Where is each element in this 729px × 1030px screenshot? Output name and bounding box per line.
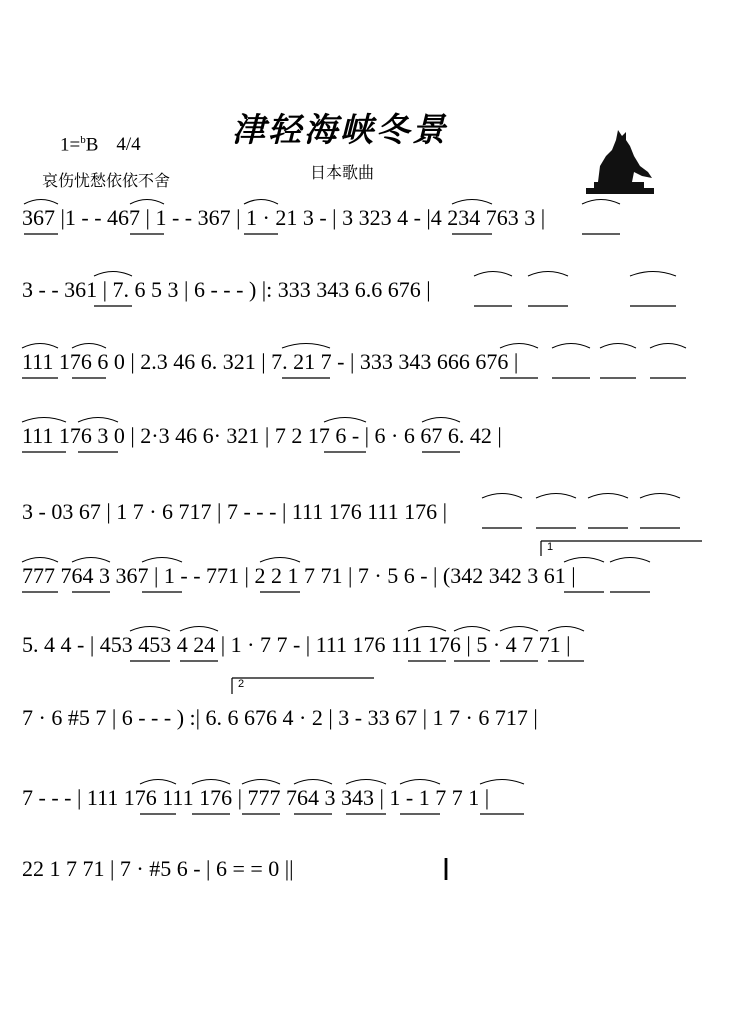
- triplet-arc: [588, 494, 628, 499]
- triplet-arc: [22, 344, 58, 349]
- triplet-arc: [22, 418, 66, 423]
- triplet-arc: [552, 344, 590, 349]
- triplet-arc: [564, 558, 604, 563]
- triplet-arc: [324, 418, 366, 423]
- triplet-arc: [610, 558, 650, 563]
- triplet-arc: [480, 780, 524, 785]
- triplet-arc: [78, 418, 118, 423]
- score-line-2: 3 - - 361 | 7. 6 5 3 | 6 - - - ) |: 333 343 6.6 676 |: [22, 277, 431, 302]
- triplet-arc: [130, 200, 164, 205]
- triplet-arc: [422, 418, 460, 423]
- triplet-arc: [94, 272, 132, 277]
- triplet-arc: [142, 558, 182, 563]
- triplet-arc: [582, 200, 620, 205]
- score-line-6: 777 764 3 367 | 1 - - 771 | 2 2 1 7 71 | 7 · 5 6 - | (342 342 3 61 |: [22, 563, 576, 588]
- score-line-9: 7 - - - | 111 176 111 176 | 777 764 3 343 | 1 - 1 7 7 1 |: [22, 785, 490, 810]
- flat-sign: b: [80, 134, 86, 146]
- triplet-arc: [24, 200, 58, 205]
- score-line-1: 367 |1 - - 467 | 1 - - 367 | 1 · 21 3 - | 3 323 4 - |4 234 763 3 |: [22, 205, 546, 230]
- volta-1-label: 1: [547, 541, 554, 553]
- triplet-arc: [640, 494, 680, 499]
- triplet-arc: [650, 344, 686, 349]
- song-origin: 日本歌曲: [310, 163, 375, 182]
- triplet-arc: [500, 627, 538, 632]
- triplet-arc: [260, 558, 300, 563]
- triplet-arc: [72, 558, 110, 563]
- triplet-arc: [452, 200, 492, 205]
- volta-2-label: 2: [238, 678, 245, 690]
- triplet-arc: [244, 200, 278, 205]
- triplet-arc: [346, 780, 386, 785]
- triplet-arc: [180, 627, 218, 632]
- triplet-arc: [600, 344, 636, 349]
- song-title: 津轻海峡冬景: [232, 110, 448, 149]
- key-note: B: [85, 134, 99, 156]
- triplet-arc: [294, 780, 332, 785]
- triplet-arc: [500, 344, 538, 349]
- score-line-3: 111 176 6 0 | 2.3 46 6. 321 | 7. 21 7 - | 333 343 666 676 |: [22, 349, 519, 374]
- score-line-5: 3 - 03 67 | 1 7 · 6 717 | 7 - - - | 111 176 111 176 |: [22, 499, 447, 524]
- triplet-arc: [192, 780, 230, 785]
- triplet-arc: [72, 344, 106, 349]
- score-line-7: 5. 4 4 - | 453 453 4 24 | 1 · 7 7 - | 111 176 111 176 | 5 · 4 7 71 |: [22, 632, 571, 657]
- triplet-arc: [454, 627, 490, 632]
- triplet-arc: [536, 494, 576, 499]
- score-line-10: 22 1 7 71 | 7 · #5 6 - | 6 = = 0 ||: [22, 856, 294, 881]
- score-line-8: 7 · 6 #5 7 | 6 - - - ) :| 6. 6 676 4 · 2 | 3 - 33 67 | 1 7 · 6 717 |: [22, 705, 538, 730]
- time-signature: 4/4: [116, 134, 141, 156]
- triplet-arc: [474, 272, 512, 277]
- triplet-arc: [528, 272, 568, 277]
- score-line-4: 111 176 3 0 | 2·3 46 6· 321 | 7 2 17 6 - | 6 · 6 67 6. 42 |: [22, 423, 502, 448]
- mood-marking: 哀伤忧愁依依不舍: [42, 171, 171, 190]
- triplet-arc: [482, 494, 522, 499]
- triplet-arc: [130, 627, 170, 632]
- triplet-arc: [630, 272, 676, 277]
- triplet-arc: [400, 780, 440, 785]
- key-label: 1=: [60, 134, 81, 156]
- triplet-arc: [408, 627, 446, 632]
- triplet-arc: [22, 558, 58, 563]
- triplet-arc: [282, 344, 330, 349]
- triplet-arc: [548, 627, 584, 632]
- triplet-arc: [140, 780, 176, 785]
- triplet-arc: [242, 780, 280, 785]
